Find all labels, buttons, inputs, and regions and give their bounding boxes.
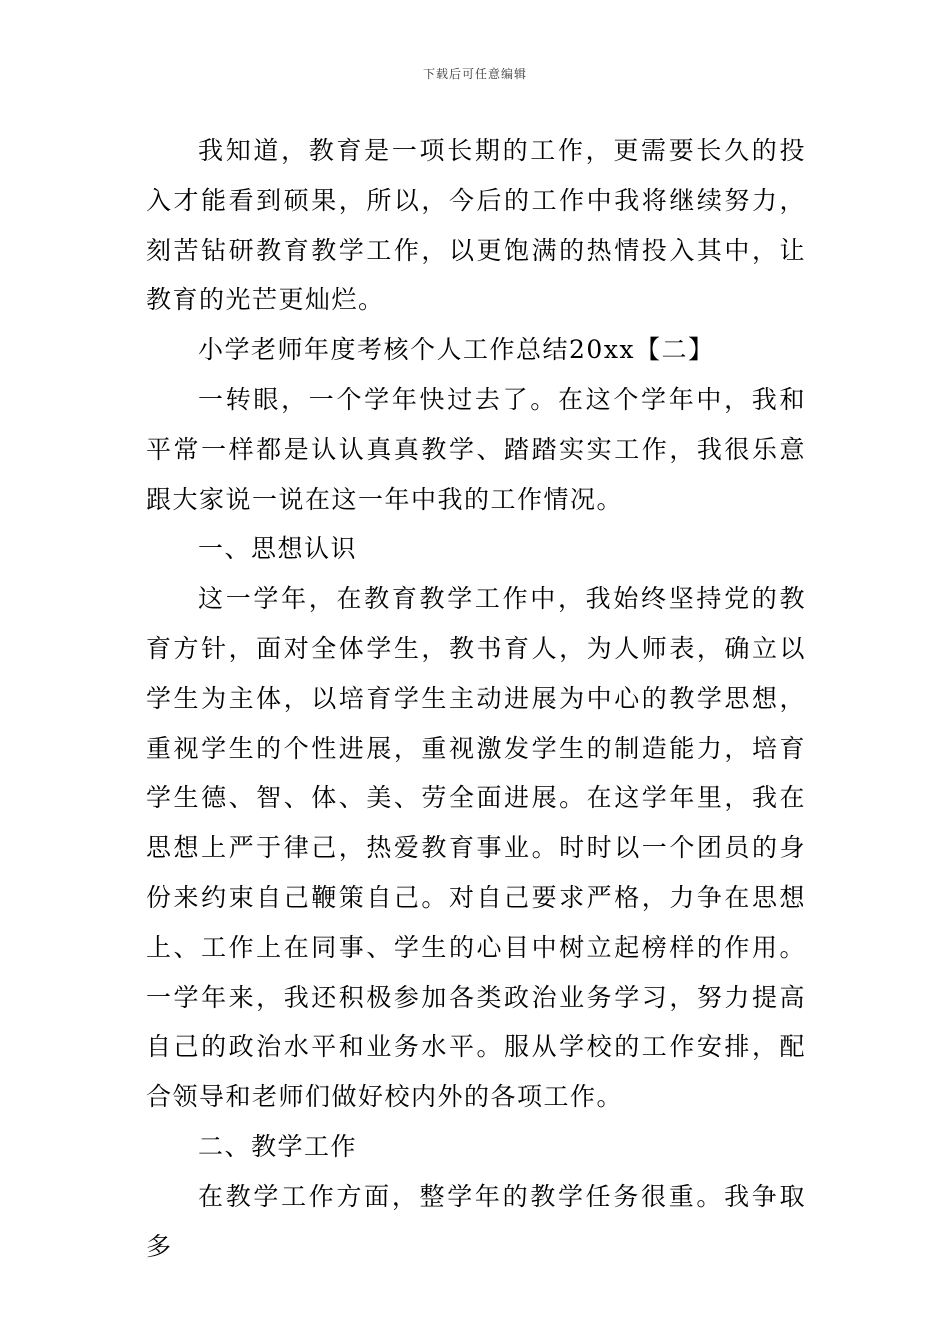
paragraph-ideology: 这一学年，在教育教学工作中，我始终坚持党的教育方针，面对全体学生，教书育人，为人师表，确立以学生为主体，以培育学生主动进展为中心的教学思想，重视学生的个性进展，重视激发学生的制造能力，培育学生德、智、体、美、劳全面进展。在这学年里，我在思想上严于律己，热爱教育事业。时时以一个团员的身份来约束自己鞭策自己。对自己要求严格，力争在思想上、工作上在同事、学生的心目中树立起榜样的作用。一学年来，我还积极参加各类政治业务学习，努力提高自己的政治水平和业务水平。服从学校的工作安排，配合领导和老师们做好校内外的各项工作。 (146, 584, 806, 1112)
document-body (146, 126, 806, 1271)
section-title: 小学老师年度考核个人工作总结20xx【二】 (198, 335, 715, 365)
paragraph-conclusion: 我知道，教育是一项长期的工作，更需要长久的投入才能看到硕果，所以，今后的工作中我将继续努力，刻苦钻研教育教学工作，以更饱满的热情投入其中，让教育的光芒更灿烂。 (146, 136, 806, 315)
heading-teaching: 二、教学工作 (198, 1131, 358, 1161)
paragraph-teaching: 在教学工作方面，整学年的教学任务很重。我争取多 (146, 1181, 806, 1261)
paragraph-intro: 一转眼，一个学年快过去了。在这个学年中，我和平常一样都是认认真真教学、踏踏实实工作，我很乐意跟大家说一说在这一年中我的工作情况。 (146, 384, 806, 514)
heading-ideology: 一、思想认识 (198, 534, 358, 564)
page-header: 下载后可任意编辑 (422, 67, 527, 81)
